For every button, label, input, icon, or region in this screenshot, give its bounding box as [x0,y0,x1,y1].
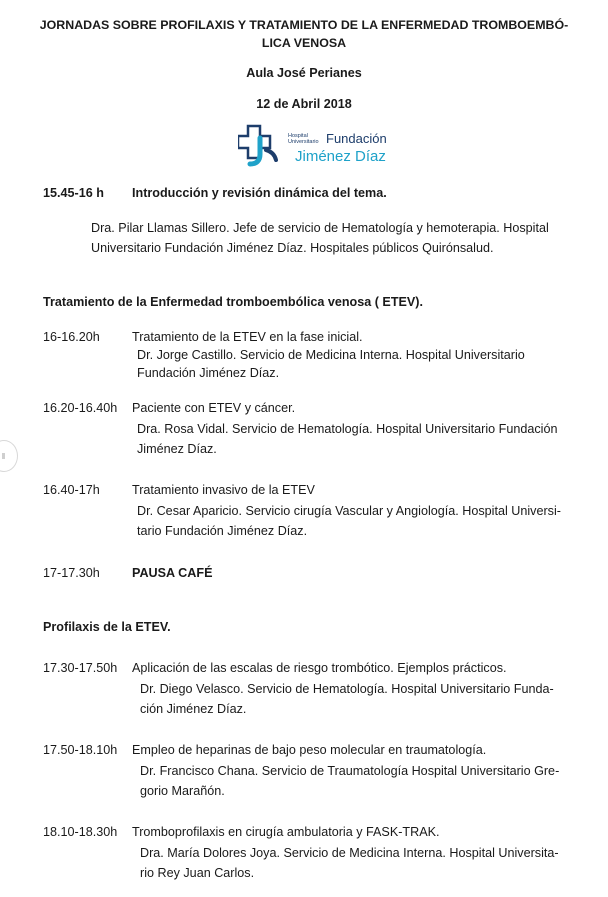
agenda-title: Empleo de heparinas de bajo peso molecular en traumatología. [132,743,487,757]
agenda-title: Tromboprofilaxis en cirugía ambulatoria y FASK-TRAK. [132,825,440,839]
agenda-speaker-line-2: Jiménez Díaz. [137,442,217,456]
intro-speaker-line-2: Universitario Fundación Jiménez Díaz. Hospitales públicos Quirónsalud. [91,241,494,255]
logo-small-text-1: Hospital [288,133,308,139]
agenda-speaker-line-1: Dr. Francisco Chana. Servicio de Traumatología Hospital Universitario Gre- [140,764,560,778]
agenda-speaker-line-2: rio Rey Juan Carlos. [140,866,255,880]
hospital-cross-icon [238,124,398,168]
agenda-time: 16.20-16.40h [43,401,118,415]
agenda-title: Paciente con ETEV y cáncer. [132,401,296,415]
agenda-speaker-line-1: Dr. Jorge Castillo. Servicio de Medicina Interna. Hospital Universitario [137,348,525,362]
intro-title: Introducción y revisión dinámica del tema. [132,186,387,200]
title-line-1: JORNADAS SOBRE PROFILAXIS Y TRATAMIENTO DE LA ENFERMEDAD TROMBOEMBÓ- [39,18,569,32]
venue: Aula José Perianes [246,66,362,80]
agenda-title: Aplicación de las escalas de riesgo trombótico. Ejemplos prácticos. [132,661,507,675]
title-line-2: LICA VENOSA [261,36,347,50]
agenda-time: 17.30-17.50h [43,661,118,675]
break-time: 17-17.30h [43,566,100,580]
side-page-indicator-icon[interactable] [0,440,18,472]
section-heading-treatment: Tratamiento de la Enfermedad tromboembólica venosa ( ETEV). [43,295,424,309]
section-heading-prophylaxis: Profilaxis de la ETEV. [43,620,171,634]
agenda-speaker-line-2: ción Jiménez Díaz. [140,702,247,716]
agenda-title: Tratamiento invasivo de la ETEV [132,483,315,497]
agenda-speaker-line-1: Dr. Diego Velasco. Servicio de Hematología. Hospital Universitario Funda- [140,682,554,696]
agenda-time: 18.10-18.30h [43,825,118,839]
agenda-time: 16-16.20h [43,330,100,344]
agenda-speaker-line-1: Dra. Rosa Vidal. Servicio de Hematología. Hospital Universitario Fundación [137,422,558,436]
agenda-speaker-line-1: Dra. María Dolores Joya. Servicio de Medicina Interna. Hospital Universita- [140,846,559,860]
hospital-logo [238,124,398,168]
agenda-speaker-line-2: Fundación Jiménez Díaz. [137,366,280,380]
logo-small-text-2: Universitario [288,139,319,145]
break-label: PAUSA CAFÉ [132,566,213,580]
agenda-speaker-line-2: tario Fundación Jiménez Díaz. [137,524,308,538]
agenda-speaker-line-1: Dr. Cesar Aparicio. Servicio cirugía Vascular y Angiología. Hospital Universi- [137,504,561,518]
logo-name-line-1: Fundación [326,131,387,146]
agenda-time: 17.50-18.10h [43,743,118,757]
agenda-time: 16.40-17h [43,483,100,497]
logo-name-line-2: Jiménez Díaz [295,148,386,165]
intro-time: 15.45-16 h [43,186,104,200]
agenda-title: Tratamiento de la ETEV en la fase inicial. [132,330,363,344]
intro-speaker-line-1: Dra. Pilar Llamas Sillero. Jefe de servicio de Hematología y hemoterapia. Hospital [91,221,549,235]
event-date: 12 de Abril 2018 [256,97,352,111]
agenda-speaker-line-2: gorio Marañón. [140,784,225,798]
